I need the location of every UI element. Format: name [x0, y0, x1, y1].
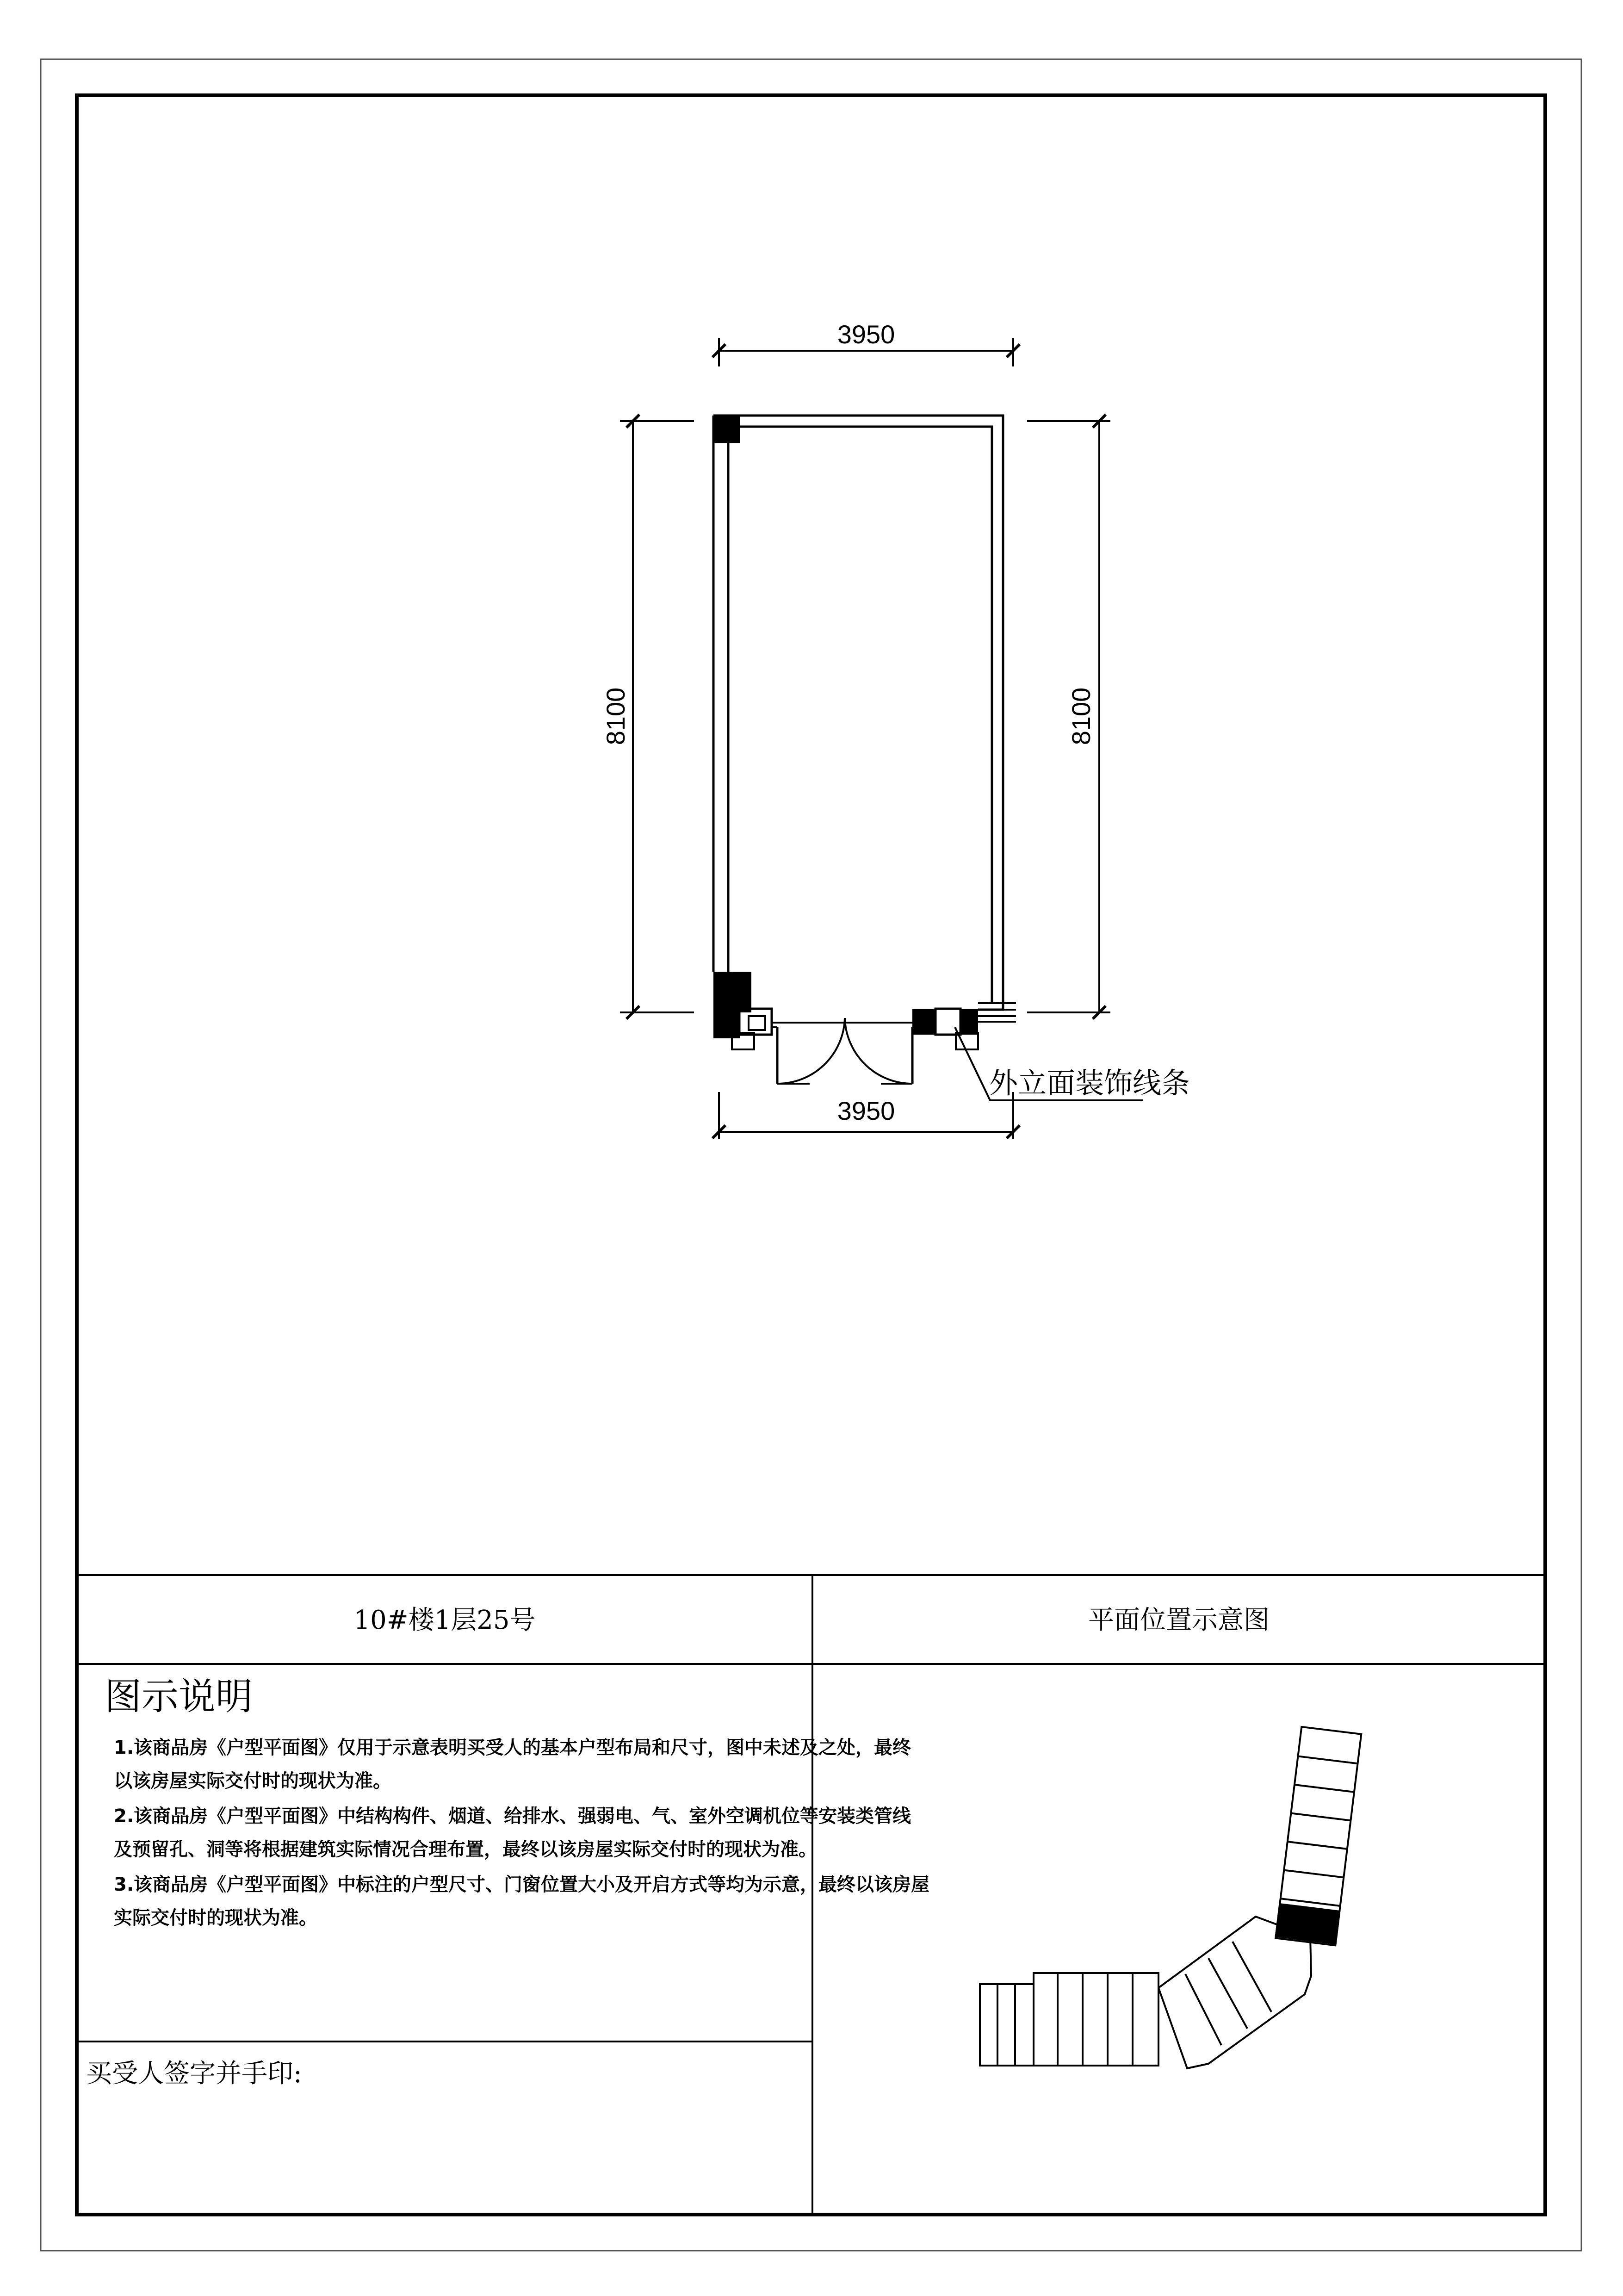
- floor-plan: [601, 320, 1190, 1139]
- notes-heading: 图示说明: [105, 1675, 253, 1718]
- upper-wing-unit-line: [1298, 1756, 1357, 1763]
- note-line-2: 以该房屋实际交付时的现状为准。: [114, 1770, 391, 1792]
- door-swing-right: [845, 1018, 912, 1084]
- drawing-frame: [77, 95, 1545, 2215]
- elbow-unit-line: [1185, 1974, 1221, 2045]
- column-bottom-left: [713, 972, 751, 1012]
- wall-outline-inner: [740, 427, 992, 1003]
- upper-wing-unit-line: [1288, 1842, 1347, 1849]
- dim-width-bottom: 3950: [837, 1096, 895, 1125]
- dimension-top: [712, 320, 1020, 366]
- column-bottom-left-lower: [713, 1012, 740, 1038]
- note-line-3: 2.该商品房《户型平面图》中结构构件、烟道、给排水、强弱电、气、室外空调机位等安装类管线: [114, 1806, 911, 1827]
- note-line-1: 1.该商品房《户型平面图》仅用于示意表明买受人的基本户型布局和尺寸，图中未述及之处，最终: [114, 1737, 911, 1758]
- note-line-6: 实际交付时的现状为准。: [114, 1907, 317, 1929]
- dim-depth-right: 8100: [1066, 687, 1096, 745]
- title-block: [77, 1575, 1545, 2215]
- column-top-left: [713, 416, 740, 443]
- key-plan-lower-wing-step: [1034, 1974, 1158, 1988]
- location-title: 平面位置示意图: [1088, 1605, 1270, 1635]
- dimension-bottom: [712, 1092, 1020, 1139]
- note-line-5: 3.该商品房《户型平面图》中标注的户型尺寸、门窗位置大小及开启方式等均为示意，最终以该房屋: [114, 1874, 930, 1895]
- elbow-unit-line: [1233, 1942, 1271, 2012]
- facade-label: 外立面装饰线条: [989, 1066, 1190, 1100]
- dim-depth-left: 8100: [601, 687, 630, 745]
- wall-outline-outer: [713, 416, 1003, 1010]
- facade-trim-left-inner: [749, 1016, 765, 1030]
- upper-wing-unit-line: [1284, 1870, 1344, 1878]
- dimension-left: [601, 415, 694, 1019]
- key-plan-upper-wing: [1276, 1727, 1361, 1945]
- column-bottom-right: [912, 1009, 935, 1035]
- upper-wing-unit-line: [1291, 1813, 1350, 1821]
- elbow-unit-line: [1208, 1958, 1247, 2029]
- door-swing-left: [777, 1018, 845, 1084]
- location-key-plan: [980, 1727, 1361, 2068]
- highlighted-unit: [1276, 1904, 1340, 1943]
- unit-label: 10#楼1层25号: [353, 1605, 536, 1635]
- upper-wing-unit-line: [1295, 1785, 1354, 1792]
- dim-width-top: 3950: [837, 320, 895, 349]
- note-line-4: 及预留孔、洞等将根据建筑实际情况合理布置，最终以该房屋实际交付时的现状为准。: [114, 1839, 817, 1860]
- dimension-right: [1027, 415, 1110, 1019]
- double-door: [777, 1018, 912, 1084]
- signature-label: 买受人签字并手印:: [86, 2059, 302, 2089]
